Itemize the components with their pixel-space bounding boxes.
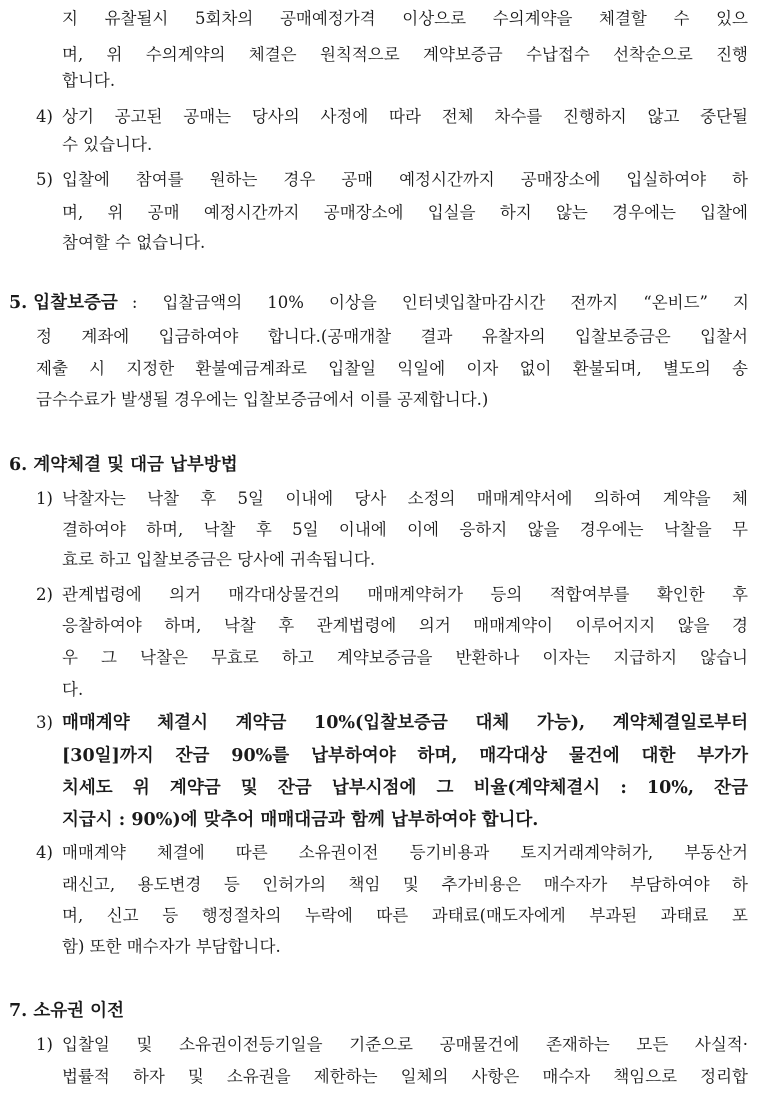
text-line: 효로 하고 입찰보증금은 당사에 귀속됩니다. xyxy=(62,550,376,569)
list-number: 5) xyxy=(36,170,53,189)
list-number: 4) xyxy=(36,843,53,862)
text-line: 지 유찰될시 5회차의 공매예정가격 이상으로 수의계약을 체결할 수 있으 xyxy=(62,9,748,28)
text-line: 며, 신고 등 행정절차의 누락에 따른 과태료(매도자에게 부과된 과태료 포 xyxy=(62,906,748,925)
text-line-bold: 치세도 위 계약금 및 잔금 납부시점에 그 비율(계약체결시 : 10%, 잔금 xyxy=(62,778,748,798)
text-line: 함) 또한 매수자가 부담합니다. xyxy=(62,937,281,956)
text-line: 며, 위 수의계약의 체결은 원칙적으로 계약보증금 수납접수 선착순으로 진행 xyxy=(62,45,748,64)
text-line: 우 그 낙찰은 무효로 하고 계약보증금을 반환하나 이자는 지급하지 않습니 xyxy=(62,648,748,667)
text-line: 법률적 하자 및 소유권을 제한하는 일체의 사항은 매수자 책임으로 정리합 xyxy=(62,1067,748,1086)
text-line-bold: 지급시 : 90%)에 맞추어 매매대금과 함께 납부하여야 합니다. xyxy=(62,810,539,830)
list-number: 3) xyxy=(36,713,53,732)
text-line: 제출 시 지정한 환불예금계좌로 입찰일 익일에 이자 없이 환불되며, 별도의 송 xyxy=(36,359,748,378)
text-line: 매매계약 체결에 따른 소유권이전 등기비용과 토지거래계약허가, 부동산거 xyxy=(62,843,748,862)
section-title: 입찰보증금 xyxy=(33,293,118,313)
text-line: 며, 위 공매 예정시간까지 공매장소에 입실을 하지 않는 경우에는 입찰에 xyxy=(62,203,748,222)
text-line: 낙찰자는 낙찰 후 5일 이내에 당사 소정의 매매계약서에 의하여 계약을 체 xyxy=(62,489,748,508)
text-line: 다. xyxy=(62,680,84,699)
text-line: 참여할 수 없습니다. xyxy=(62,233,206,252)
text-line: 입찰에 참여를 원하는 경우 공매 예정시간까지 공매장소에 입실하여야 하 xyxy=(62,170,748,189)
text-line: 관계법령에 의거 매각대상물건의 매매계약허가 등의 적합여부를 확인한 후 xyxy=(62,585,748,604)
text-line: 합니다. xyxy=(62,71,116,90)
section-heading: 7. 소유권 이전 xyxy=(9,1001,124,1021)
list-number: 4) xyxy=(36,107,53,126)
text-line-bold: 매매계약 체결시 계약금 10%(입찰보증금 대체 가능), 계약체결일로부터 xyxy=(62,713,748,733)
list-number: 1) xyxy=(36,1035,53,1054)
list-number: 1) xyxy=(36,489,53,508)
text-line: 래신고, 용도변경 등 인허가의 책임 및 추가비용은 매수자가 부담하여야 하 xyxy=(62,875,748,894)
section-number: 5. xyxy=(9,293,28,313)
text-line: 정 계좌에 입금하여야 합니다.(공매개찰 결과 유찰자의 입찰보증금은 입찰서 xyxy=(36,327,748,346)
text-line: 상기 공고된 공매는 당사의 사정에 따라 전체 차수를 진행하지 않고 중단될 xyxy=(62,107,748,126)
section-heading: 6. 계약체결 및 대금 납부방법 xyxy=(9,455,238,475)
text-line: 수 있습니다. xyxy=(62,135,153,154)
text-line: 금수수료가 발생될 경우에는 입찰보증금에서 이를 공제합니다.) xyxy=(36,390,489,409)
text-line: 결하여야 하며, 낙찰 후 5일 이내에 이에 응하지 않을 경우에는 낙찰을 무 xyxy=(62,520,748,539)
text-line: 입찰일 및 소유권이전등기일을 기준으로 공매물건에 존재하는 모든 사실적· xyxy=(62,1035,748,1054)
text-line: 응찰하여야 하며, 낙찰 후 관계법령에 의거 매매계약이 이루어지지 않을 경 xyxy=(62,616,748,635)
text-line-bold: [30일]까지 잔금 90%를 납부하여야 하며, 매각대상 물건에 대한 부가가 xyxy=(62,746,748,766)
text-line: : 입찰금액의 10% 이상을 인터넷입찰마감시간 전까지 “온비드” 지 xyxy=(131,293,749,312)
list-number: 2) xyxy=(36,585,53,604)
section-5-first-line xyxy=(9,293,749,313)
